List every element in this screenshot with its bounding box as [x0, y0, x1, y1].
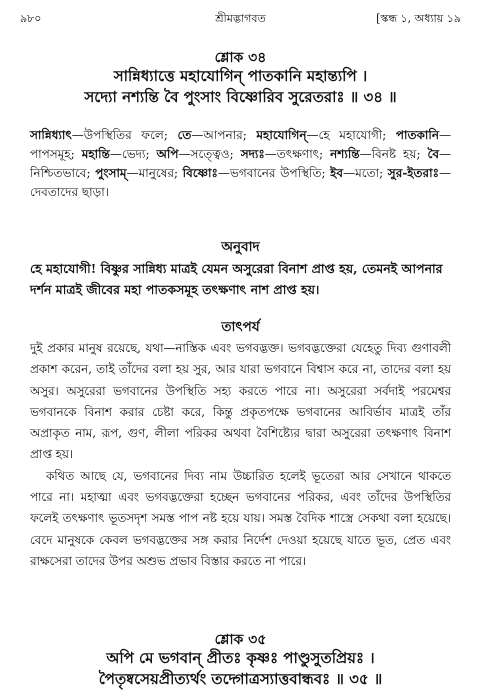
purport-heading: তাৎপর্য — [221, 319, 260, 335]
synonym-word: পুংসাম্ — [95, 166, 127, 180]
synonym-entry: অপি—সত্ত্বেও — [156, 147, 230, 161]
verse-35-heading: শ্লোক ৩৫ — [214, 632, 267, 648]
synonym-meaning: মতো — [355, 166, 380, 180]
synonym-word: মহান্তি — [81, 147, 110, 161]
synonym-meaning: সত্ত্বেও — [190, 147, 230, 161]
synonym-word: নশ্যন্তি — [330, 147, 360, 161]
synonym-word: বিষ্ণোঃ — [182, 166, 218, 180]
synonym-entry: সান্নিধ্যাৎ—উপস্থিতির ফলে — [30, 128, 164, 142]
verse-34-heading: শ্লোক ৩৪ — [214, 50, 267, 66]
synonym-meaning: উপস্থিতির ফলে — [83, 128, 164, 142]
synonym-word: সুর-ইতরাঃ — [387, 166, 440, 180]
synonym-entry: বৈ—নিশ্চিতভাবে — [30, 147, 452, 180]
synonym-meaning: দেবতাদের ছাড়া। — [30, 185, 109, 199]
purport-paragraph-2: কথিত আছে যে, ভগবানের দিব্য নাম উচ্চারিত হলেই ভূতেরা আর সেখানে থাকতে পারে না। মহাত্মা এবং ভগবদ্ভক্তেরা হচ্ছেন ভগবানের পরিকর, এবং তাঁদের উপস্থিতির ফলেই তৎক্ষণাৎ ভূতসদৃশ সমস্ত পাপ নষ্ট হয়ে যায়। সমস্ত বৈদিক শাস্ত্রে সেকথা বলা হয়েছে। বেদে মানুষকে কেবল ভগবদ্ভক্তের সঙ্গ করার নির্দেশ দেওয়া হয়েছে যাতে ভূত, প্রেত এবং রাক্ষসেরা তাদের উপর অশুভ প্রভাব বিস্তার করতে না পারে। — [30, 468, 451, 568]
page-number: ৯৮০ — [20, 12, 42, 25]
verse-34-line-1: সান্নিধ্যাত্তে মহাযোগিন্ পাতকানি মহান্ত্যপি । — [113, 67, 368, 85]
synonym-meaning: ভগবানের উপস্থিতি — [229, 166, 322, 180]
purport-text — [30, 338, 451, 572]
synonym-entry: মহান্তি—ভেদ্য — [81, 147, 146, 161]
verse-34-text — [30, 66, 451, 108]
synonym-word: তে — [177, 128, 192, 142]
word-for-word-synonyms: সান্নিধ্যাৎ—উপস্থিতির ফলে; তে—আপনার; মহাযোগিন্—হে মহাযোগী; পাতকানি—পাপসমূহ; মহান্তি—ভেদ্য; অপি—সত্ত্বেও; সদ্যঃ—তৎক্ষণাৎ; নশ্যন্তি—বিনষ্ট হয়; বৈ—নিশ্চিতভাবে; পুংসাম্—মানুষের; বিষ্ণোঃ—ভগবানের উপস্থিতি; ইব—মতো; সুর-ইতরাঃ—দেবতাদের ছাড়া। — [30, 128, 452, 199]
synonym-meaning: পাপসমূহ — [30, 147, 71, 161]
verse-34-line-2: সদ্যো নশ্যন্তি বৈ পুংসাং বিষ্ণোরিব সুরেতরাঃ ॥ ৩৪ ॥ — [84, 88, 397, 106]
synonym-word: ইব — [330, 166, 344, 180]
synonym-word: মহাযোগিন্ — [256, 128, 307, 142]
running-header — [20, 10, 461, 26]
synonym-meaning: হে মহাযোগী — [318, 128, 383, 142]
synonym-meaning: নিশ্চিতভাবে — [30, 166, 87, 180]
purport-paragraph-1: দুই প্রকার মানুষ রয়েছে, যথা—নাস্তিক এবং ভগবদ্ভক্ত। ভগবদ্ভক্তেরা যেহেতু দিব্য গুণাবলী প্রকাশ করেন, তাই তাঁদের বলা হয় সুর, আর যারা ভগবানে বিশ্বাস করে না, তাদের বলা হয় অসুর। অসুরেরা ভগবানের উপস্থিতি সহ্য করতে পারে না। অসুরেরা সর্বদাই পরমেশ্বর ভগবানকে বিনাশ করার চেষ্টা করে, কিন্তু প্রকৃতপক্ষে ভগবানের আবির্ভাব মাত্রই তাঁর অপ্রাকৃত নাম, রূপ, গুণ, লীলা পরিকর অথবা বৈশিষ্ট্যের দ্বারা অসুরেরা তৎক্ষণাৎ বিনাশ প্রাপ্ত হয়। — [30, 341, 452, 462]
verse-35-line-2: পৈতৃষ্বসেয়প্রীত্যর্থং তদ্গোত্রস্যাত্তবান্ধবঃ ॥ ৩৫ ॥ — [98, 670, 383, 688]
verse-35-text — [30, 648, 451, 690]
synonym-word: বৈ — [427, 147, 440, 161]
synonym-meaning: ভেদ্য — [121, 147, 146, 161]
synonym-entry: পুংসাম্—মানুষের — [95, 166, 174, 180]
synonym-meaning: মানুষের — [138, 166, 174, 180]
synonym-word: অপি — [156, 147, 179, 161]
synonym-entry: সুর-ইতরাঃ—দেবতাদের ছাড়া। — [30, 166, 452, 199]
synonym-entry: পাতকানি—পাপসমূহ — [30, 128, 451, 161]
synonym-entry: ইব—মতো — [330, 166, 380, 180]
translation-text: হে মহাযোগী! বিষ্ণুর সান্নিধ্য মাত্রই যেমন অসুরেরা বিনাশ প্রাপ্ত হয়, তেমনই আপনার দর্শন মাত্রই জীবের মহা পাতকসমূহ তৎক্ষণাৎ নাশ প্রাপ্ত হয়। — [30, 261, 443, 297]
verse-35-line-1: অপি মে ভগবান্ প্রীতঃ কৃষ্ণঃ পাণ্ডুসুতপ্রিয়ঃ । — [106, 649, 375, 667]
chapter-reference: [স্কন্ধ ১, অধ্যায় ১৯ — [376, 12, 461, 25]
synonym-entry: সদ্যঃ—তৎক্ষণাৎ — [240, 147, 320, 161]
synonym-word: সান্নিধ্যাৎ — [30, 128, 72, 142]
synonym-meaning: বিনষ্ট হয় — [371, 147, 417, 161]
book-title: শ্রীমদ্ভাগবত — [215, 12, 266, 25]
synonym-word: পাতকানি — [395, 128, 439, 142]
synonym-word: সদ্যঃ — [240, 147, 265, 161]
synonym-entry: নশ্যন্তি—বিনষ্ট হয় — [330, 147, 417, 161]
synonym-entry: বিষ্ণোঃ—ভগবানের উপস্থিতি — [182, 166, 322, 180]
synonym-entry: তে—আপনার — [177, 128, 243, 142]
synonym-meaning: তৎক্ষণাৎ — [276, 147, 320, 161]
synonym-meaning: আপনার — [203, 128, 243, 142]
synonym-entry: মহাযোগিন্—হে মহাযোগী — [256, 128, 383, 142]
translation-heading: অনুবাদ — [221, 239, 260, 255]
